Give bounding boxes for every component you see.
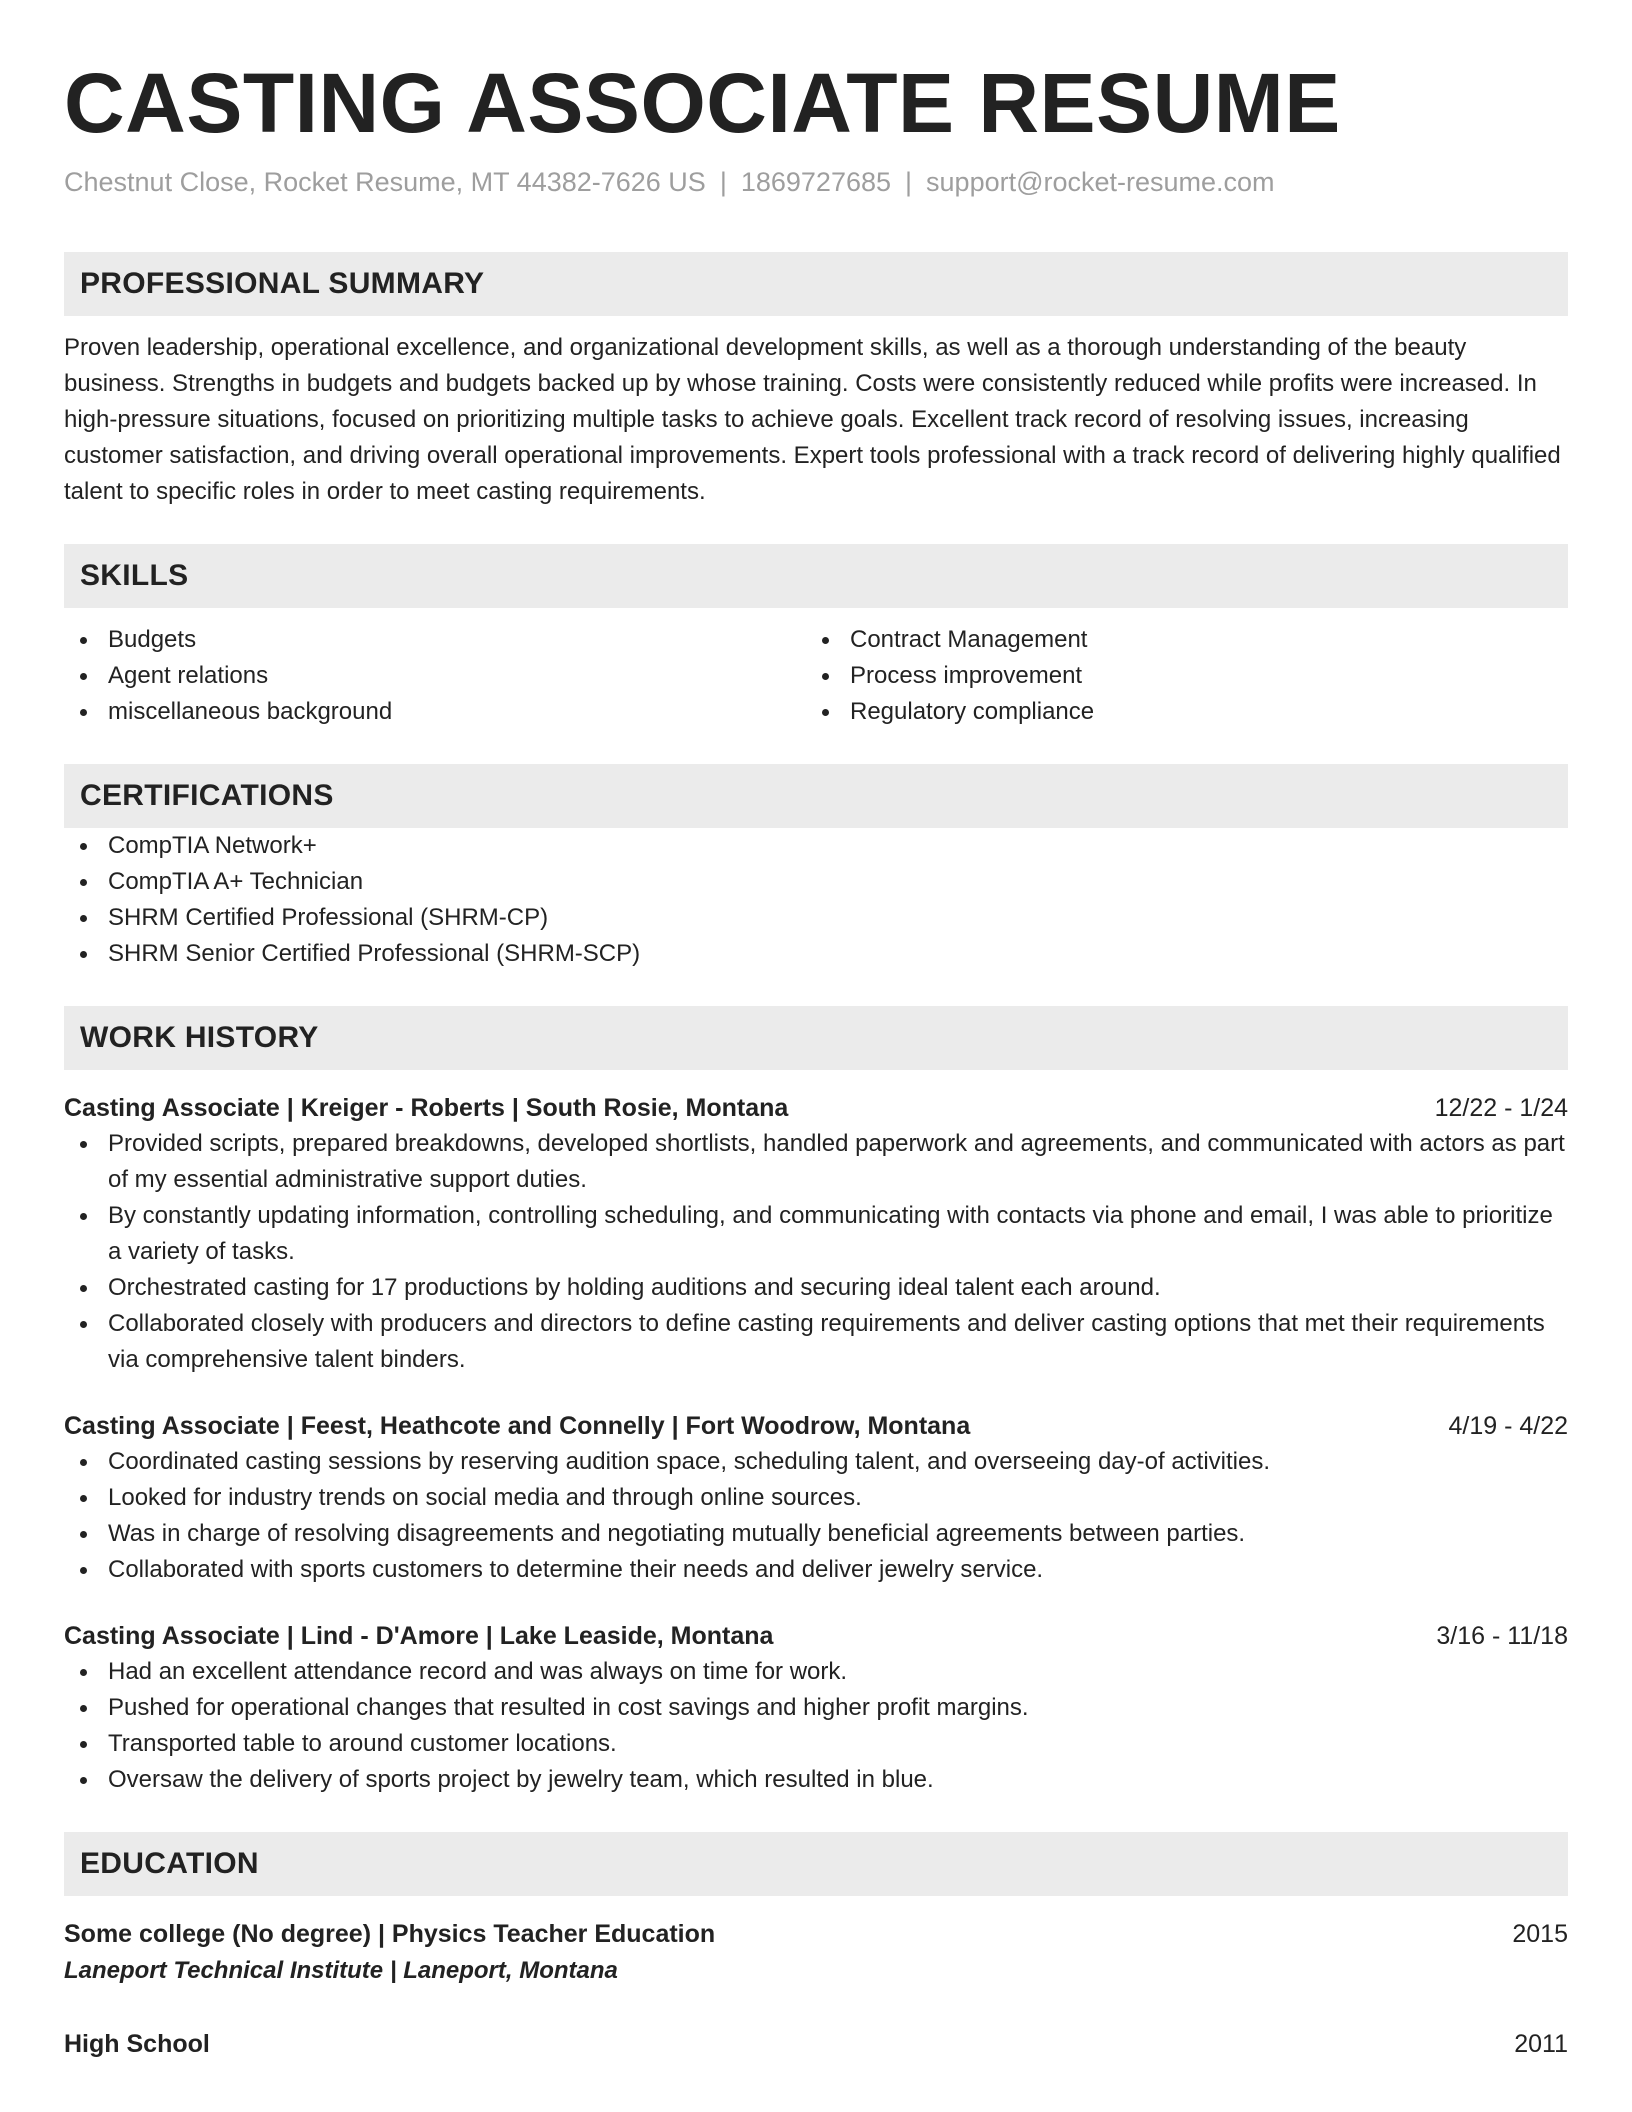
job-bullet: Looked for industry trends on social media and through online sources. [64, 1480, 1568, 1516]
job-bullets [64, 1126, 1568, 1378]
job-bullet: Provided scripts, prepared breakdowns, developed shortlists, handled paperwork and agreements, and communicated with actors as part of my essential administrative support duties. [64, 1126, 1568, 1198]
education-entry [64, 2026, 1568, 2062]
job-entry [64, 1090, 1568, 1378]
job-dates: 4/19 - 4/22 [1448, 1412, 1568, 1440]
contact-phone: 1869727685 [740, 167, 892, 197]
job-bullet: Coordinated casting sessions by reserving audition space, scheduling talent, and overseeing day-of activities. [64, 1444, 1568, 1480]
job-entry [64, 1618, 1568, 1798]
job-heading: Casting Associate | Kreiger - Roberts | South Rosie, Montana [64, 1094, 789, 1122]
education-degree: Some college (No degree) | Physics Teacher Education [64, 1920, 716, 1948]
section-header-skills: SKILLS [64, 544, 1568, 608]
education-section [64, 1832, 1568, 2062]
job-heading-row [64, 1090, 1568, 1126]
section-header-education: EDUCATION [64, 1832, 1568, 1896]
job-bullets [64, 1654, 1568, 1798]
contact-address: Chestnut Close, Rocket Resume, MT 44382-7626 US [64, 167, 706, 197]
job-bullet: Transported table to around customer locations. [64, 1726, 1568, 1762]
certifications-list [64, 828, 1568, 972]
certifications-section [64, 764, 1568, 972]
job-dates: 12/22 - 1/24 [1434, 1094, 1568, 1122]
summary-text: Proven leadership, operational excellence, and organizational development skills, as well as a thorough understanding of the beauty business. Strengths in budgets and budgets backed up by whose training. Costs were consistently reduced while profits were increased. In high-pressure situations, focused on prioritizing multiple tasks to achieve goals. Excellent track record of resolving issues, increasing customer satisfaction, and driving overall operational improvements. Expert tools professional with a track record of delivering highly qualified talent to specific roles in order to meet casting requirements. [64, 334, 1561, 505]
job-heading-row [64, 1618, 1568, 1654]
education-heading-row [64, 1916, 1568, 1952]
summary-section [64, 252, 1568, 510]
job-entry [64, 1408, 1568, 1588]
certification-item: SHRM Senior Certified Professional (SHRM-SCP) [64, 936, 1568, 972]
section-header-certifications: CERTIFICATIONS [64, 764, 1568, 828]
skill-item: miscellaneous background [64, 694, 806, 730]
skill-item: Budgets [64, 622, 806, 658]
job-bullet: By constantly updating information, controlling scheduling, and communicating with contacts via phone and email, I was able to prioritize a variety of tasks. [64, 1198, 1568, 1270]
work-history-section [64, 1006, 1568, 1798]
job-heading-row [64, 1408, 1568, 1444]
contact-email: support@rocket-resume.com [926, 167, 1275, 197]
section-header-summary: PROFESSIONAL SUMMARY [64, 252, 1568, 316]
contact-separator: | [905, 167, 913, 197]
education-degree: High School [64, 2030, 210, 2058]
certification-item: CompTIA Network+ [64, 828, 1568, 864]
skills-column-left [64, 622, 806, 730]
job-bullet: Oversaw the delivery of sports project by jewelry team, which resulted in blue. [64, 1762, 1568, 1798]
skills-column-right [806, 622, 1548, 730]
contact-separator: | [719, 167, 727, 197]
skill-item: Contract Management [806, 622, 1548, 658]
job-bullet: Collaborated closely with producers and directors to define casting requirements and deliver casting options that met their requirements via comprehensive talent binders. [64, 1306, 1568, 1378]
education-school: Laneport Technical Institute | Laneport, Montana [64, 1957, 618, 1984]
education-heading-row [64, 2026, 1568, 2062]
contact-line [64, 162, 1568, 202]
job-bullet: Collaborated with sports customers to determine their needs and deliver jewelry service. [64, 1552, 1568, 1588]
skill-item: Regulatory compliance [806, 694, 1548, 730]
education-entry [64, 1916, 1568, 1990]
job-bullet: Pushed for operational changes that resulted in cost savings and higher profit margins. [64, 1690, 1568, 1726]
job-heading: Casting Associate | Feest, Heathcote and Connelly | Fort Woodrow, Montana [64, 1412, 971, 1440]
job-dates: 3/16 - 11/18 [1436, 1622, 1568, 1650]
education-year: 2011 [1514, 2030, 1568, 2058]
skills-grid [64, 622, 1568, 730]
resume-title: CASTING ASSOCIATE RESUME [64, 56, 1341, 150]
job-bullets [64, 1444, 1568, 1588]
skill-item: Agent relations [64, 658, 806, 694]
job-bullet: Was in charge of resolving disagreements and negotiating mutually beneficial agreements between parties. [64, 1516, 1568, 1552]
job-heading: Casting Associate | Lind - D'Amore | Lake Leaside, Montana [64, 1622, 774, 1650]
job-bullet: Had an excellent attendance record and was always on time for work. [64, 1654, 1568, 1690]
skill-item: Process improvement [806, 658, 1548, 694]
section-header-work-history: WORK HISTORY [64, 1006, 1568, 1070]
education-year: 2015 [1512, 1920, 1568, 1948]
certification-item: SHRM Certified Professional (SHRM-CP) [64, 900, 1568, 936]
job-bullet: Orchestrated casting for 17 productions by holding auditions and securing ideal talent each around. [64, 1270, 1568, 1306]
certification-item: CompTIA A+ Technician [64, 864, 1568, 900]
skills-section [64, 544, 1568, 730]
